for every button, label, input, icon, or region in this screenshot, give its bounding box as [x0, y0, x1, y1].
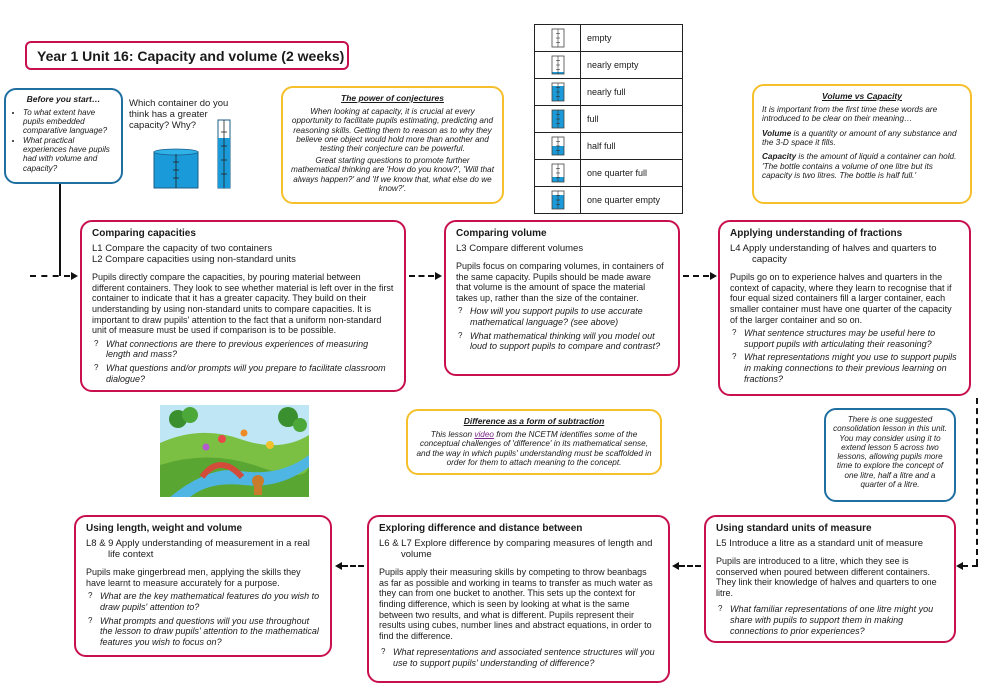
before-item: • What practical experiences have pupils had with volume and capacity?: [23, 136, 115, 173]
ncetm-video-link[interactable]: video: [474, 429, 494, 439]
beaker-cell: [535, 133, 581, 160]
containers-illustration: [148, 112, 243, 192]
before-you-start-box: [4, 88, 123, 184]
question: ? What connections are there to previous experiences of measuring length and mass?: [94, 338, 369, 360]
beaker-icon: [547, 106, 569, 130]
capacity-label: nearly full: [581, 79, 683, 106]
conjectures-text: When looking at capacity, it is crucial at every opportunity to facilitate pupils estimating, predicting and reasoning skills. Getting them to reason as to why they believe one object would hold more than another and testing their conjecture can be powerful.: [291, 106, 494, 154]
standard-units-box: [704, 515, 956, 643]
lesson-l6-7: L6 & L7 Explore difference by comparing measures of length and volume: [379, 537, 653, 560]
capacity-label: full: [581, 106, 683, 133]
capacity-vocabulary-table: [534, 24, 683, 214]
lesson-l8-9: L8 & 9 Apply understanding of measurement in a real life context: [86, 537, 310, 560]
beaker-cell: [535, 25, 581, 52]
comparing-capacities-heading: Comparing capacities: [92, 228, 196, 239]
beaker-cell: [535, 52, 581, 79]
fractions-heading: Applying understanding of fractions: [730, 228, 903, 239]
difference-subtraction-box: [406, 409, 662, 475]
beaker-icon: [547, 25, 569, 49]
capacity-label: nearly empty: [581, 52, 683, 79]
arrow-right-icon: [71, 272, 78, 280]
connector-line: [679, 565, 701, 567]
beaker-cell: [535, 187, 581, 214]
volume-vs-capacity-heading: Volume vs Capacity: [822, 91, 902, 101]
beaker-icon: [547, 52, 569, 76]
arrow-right-icon: [435, 272, 442, 280]
length-weight-volume-box: [74, 515, 332, 657]
wide-container-icon: [154, 149, 198, 188]
comparing-volume-body: Pupils focus on comparing volumes, in containers of the same capacity. Pupils should be made aware that volume is the amount of space the material takes up, rather than the size of the container.: [456, 261, 664, 303]
volume-vs-capacity-box: [752, 84, 972, 204]
consolidation-note-box: [824, 408, 956, 502]
conjectures-questions: Great starting questions to promote further mathematical thinking are 'How do you know?', 'Will that always happen?' and 'If we know that, what else do we know?'.: [290, 155, 495, 194]
conjectures-box: [281, 86, 504, 204]
before-heading: Before you start…: [26, 94, 101, 104]
capacity-label: one quarter empty: [581, 187, 683, 214]
lesson-l5: L5 Introduce a litre as a standard unit of measure: [716, 537, 924, 549]
beaker-cell: [535, 106, 581, 133]
beaker-icon: [547, 79, 569, 103]
exploring-difference-body: Pupils apply their measuring skills by competing to throw beanbags as far as possible and working in teams to transfer as much water as they can from one bucket to another. This sets up the context for finding difference, which is seen by looking at what is the same between two results, and what is different. Pupils represent their results using cubes, number lines and abstract equations, in order to find the difference.: [379, 567, 653, 641]
question: ? What familiar representations of one litre might you share with pupils to support them in making connections to prior experiences?: [718, 604, 934, 636]
fractions-body: Pupils go on to experience halves and quarters in the context of capacity, where they learn to recognise that if four equal sized containers fill a larger container, each smaller container must have one quarter of the capacity of the larger container and so on.: [730, 272, 952, 325]
question: ? What are the key mathematical features do you wish to draw pupils' attention to?: [88, 591, 320, 613]
connector-line: [342, 565, 364, 567]
beaker-cell: [535, 160, 581, 187]
comparing-capacities-box: [80, 220, 406, 392]
difference-subtraction-heading: Difference as a form of subtraction: [463, 416, 605, 426]
connector-line: [59, 184, 61, 276]
question: ? What sentence structures may be useful here to support pupils with articulating their reasoning?: [732, 328, 936, 349]
beaker-cell: [535, 79, 581, 106]
fractions-box: [718, 220, 971, 396]
comparing-capacities-body: Pupils directly compare the capacities, by pouring material between different containers. They look to see whether material is left over in the first container to indicate that it has a greater capacity. They build on their understanding by using non-standard units to compare capacities. It is important to draw pupils' attention to the fact that a uniform non-standard unit of measure must be used if comparison is to be possible.: [92, 272, 394, 336]
beaker-icon: [547, 133, 569, 157]
arrow-left-icon: [335, 562, 342, 570]
length-weight-volume-heading: Using length, weight and volume: [86, 523, 243, 534]
question: ? What representations and associated sentence structures will you use to support pupils' understanding of difference?: [381, 647, 655, 669]
capacity-row: [535, 79, 683, 106]
difference-subtraction-text: This lesson video from the NCETM identifies some of the conceptual challenges of 'difference' in its mathematical sense, and the way in which pupils' understanding must be scaffolded in order for them to attach meaning to the concept.: [416, 429, 652, 468]
gingerbread-scene-illustration: [160, 405, 309, 497]
question: ? What representations might you use to support pupils in making connections to their previous learning on fractions?: [732, 352, 957, 384]
vvc-intro: It is important from the first time these words are introduced to be clear on their meaning…: [762, 104, 938, 124]
vvc-capacity-def: Capacity is the amount of liquid a container can hold. 'The bottle contains a volume of one litre but its capacity is two litres. The bottle is half full.': [762, 152, 957, 181]
arrow-right-icon: [710, 272, 717, 280]
capacity-row: [535, 52, 683, 79]
capacity-label: empty: [581, 25, 683, 52]
capacity-row: [535, 106, 683, 133]
connector-line: [976, 398, 978, 565]
capacity-row: [535, 187, 683, 214]
question: ? How will you support pupils to use accurate mathematical language? (see above): [458, 306, 643, 328]
tall-container-icon: [218, 120, 230, 188]
capacity-row: [535, 133, 683, 160]
question: ? What prompts and questions will you use throughout the lesson to draw pupils' attention to the mathematical features you wish to focus on?: [88, 615, 319, 647]
container-question: Which container do you think has a greater capacity? Why?: [129, 98, 229, 131]
exploring-difference-box: [367, 515, 670, 683]
arrow-left-icon: [672, 562, 679, 570]
consolidation-text: There is one suggested consolidation lesson in this unit. You may consider using it to extend lesson 5 across two lessons, allowing pupils more time to explore the concept of one litre, half a litre and a quarter of a litre.: [833, 415, 947, 490]
connector-line: [30, 275, 70, 277]
lesson-l3: L3 Compare different volumes: [456, 242, 584, 254]
capacity-label: half full: [581, 133, 683, 160]
comparing-volume-heading: Comparing volume: [456, 228, 547, 239]
standard-units-body: Pupils are introduced to a litre, which they see is conserved when poured between different containers. They link their knowledge of halves and quarters to one litre.: [716, 556, 937, 598]
question: ? What questions and/or prompts will you prepare to facilitate classroom dialogue?: [94, 363, 386, 384]
comparing-volume-box: [444, 220, 680, 376]
connector-line: [409, 275, 434, 277]
arrow-left-icon: [956, 562, 963, 570]
beaker-icon: [547, 187, 569, 211]
lesson-l1: L1 Compare the capacity of two containers: [92, 242, 273, 254]
lesson-l2: L2 Compare capacities using non-standard units: [92, 254, 296, 265]
capacity-row: [535, 25, 683, 52]
before-item: • To what extent have pupils embedded comparative language?: [23, 108, 115, 136]
exploring-difference-heading: Exploring difference and distance between: [379, 523, 583, 534]
conjectures-heading: The power of conjectures: [341, 93, 444, 103]
question: ? What mathematical thinking will you model out loud to support pupils to compare and contrast?: [458, 330, 661, 352]
capacity-row: [535, 160, 683, 187]
connector-line: [962, 565, 978, 567]
standard-units-heading: Using standard units of measure: [716, 523, 872, 534]
connector-line: [683, 275, 709, 277]
vvc-volume-def: Volume is a quantity or amount of any substance and the 3-D space it fills.: [762, 128, 957, 148]
page-title: Year 1 Unit 16: Capacity and volume (2 weeks): [25, 41, 349, 70]
capacity-label: one quarter full: [581, 160, 683, 187]
lesson-l4: L4 Apply understanding of halves and quarters to capacity: [730, 242, 937, 265]
length-weight-volume-body: Pupils make gingerbread men, applying the skills they have learnt to measure accurately for a purpose.: [86, 567, 301, 588]
beaker-icon: [547, 160, 569, 184]
